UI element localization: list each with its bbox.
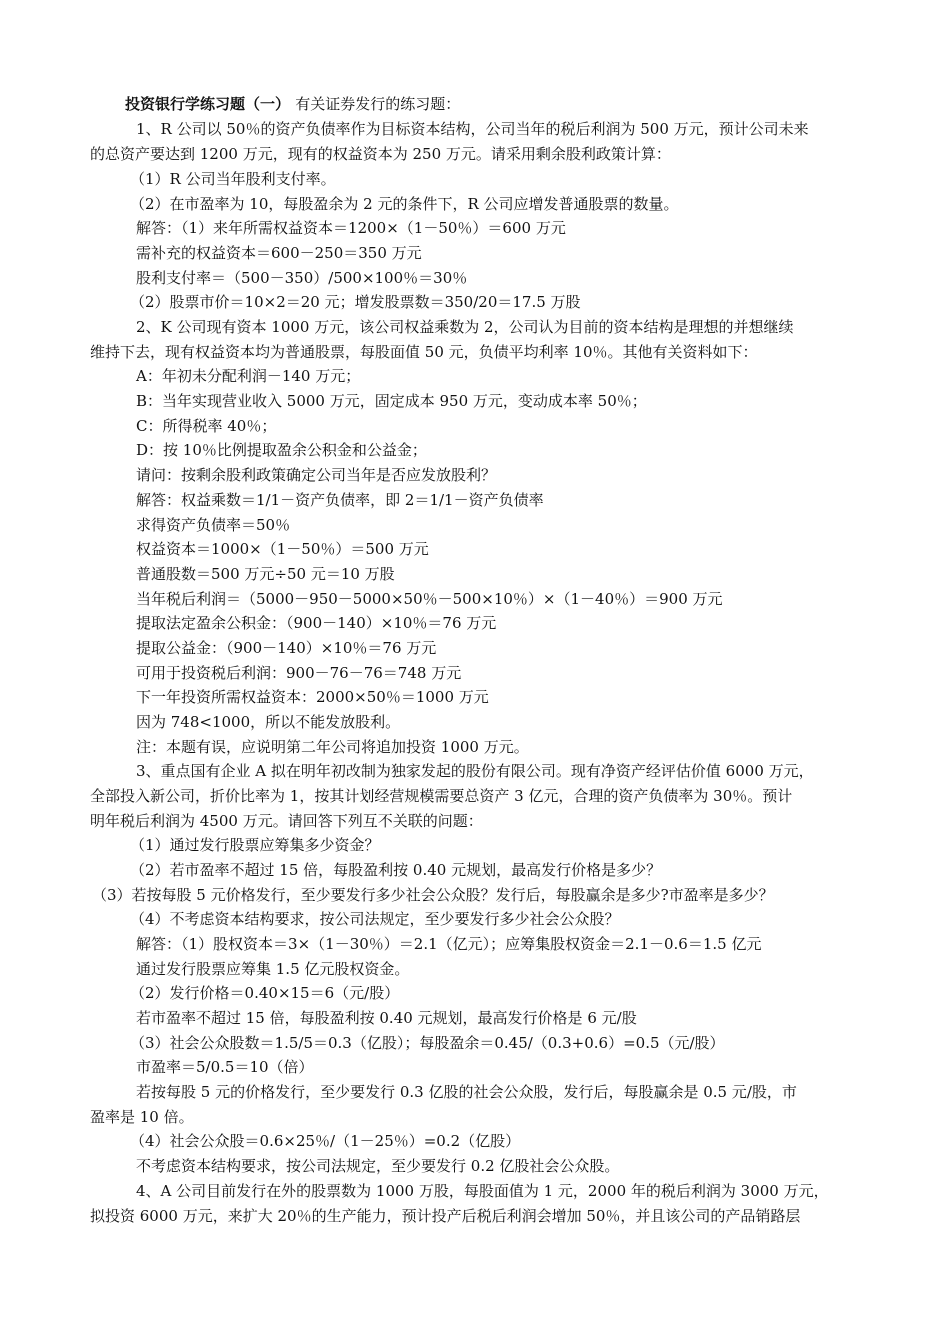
text-line: A：年初未分配利润－140 万元； — [136, 367, 361, 385]
text-line: 解答：（1）来年所需权益资本＝1200×（1－50％）＝600 万元 — [136, 219, 566, 237]
text-line: 盈率是 10 倍。 — [90, 1108, 194, 1126]
text-line: 可用于投资税后利润：900－76－76＝748 万元 — [136, 664, 462, 682]
text-line: 请问：按剩余股利政策确定公司当年是否应发放股利？ — [136, 466, 497, 484]
document-title-line — [125, 92, 460, 116]
text-line: 2、K 公司现有资本 1000 万元，该公司权益乘数为 2，公司认为目前的资本结构是理想的并想继续 — [136, 318, 794, 336]
text-line: 普通股数＝500 万元÷50 元＝10 万股 — [136, 565, 395, 583]
text-line: 拟投资 6000 万元，来扩大 20％的生产能力，预计投产后税后利润会增加 50％，并且该公司的产品销路层 — [90, 1207, 801, 1225]
text-line: D：按 10％比例提取盈余公积金和公益金； — [136, 441, 427, 459]
text-line: 全部投入新公司，折价比率为 1，按其计划经营规模需要总资产 3 亿元，合理的资产负债率为 30％。预计 — [90, 787, 793, 805]
text-line: （4）社会公众股＝0.6×25％/（1－25％）=0.2（亿股） — [130, 1132, 521, 1150]
text-line: 当年税后利润＝（5000－950－5000×50％－500×10％）×（1－40％）＝900 万元 — [136, 590, 723, 608]
text-line: 求得资产负债率＝50％ — [136, 516, 291, 534]
text-line: 3、重点国有企业 A 拟在明年初改制为独家发起的股份有限公司。现有净资产经评估价值 6000 万元， — [136, 762, 814, 780]
text-line: 注：本题有误，应说明第二年公司将追加投资 1000 万元。 — [136, 738, 529, 756]
text-line: 解答：（1）股权资本＝3×（1－30％）＝2.1（亿元）；应筹集股权资金＝2.1－0.6＝1.5 亿元 — [136, 935, 762, 953]
text-line: 解答：权益乘数＝1/1－资产负债率，即 2＝1/1－资产负债率 — [136, 491, 544, 509]
text-line: 若按每股 5 元的价格发行，至少要发行 0.3 亿股的社会公众股，发行后，每股赢余是 0.5 元/股，市 — [136, 1083, 797, 1101]
text-line: 需补充的权益资本＝600－250＝350 万元 — [136, 244, 422, 262]
text-line: （2）若市盈率不超过 15 倍，每股盈利按 0.40 元规划，最高发行价格是多少？ — [130, 861, 662, 879]
text-line: 下一年投资所需权益资本：2000×50％＝1000 万元 — [136, 688, 489, 706]
text-line: 若市盈率不超过 15 倍，每股盈利按 0.40 元规划，最高发行价格是 6 元/股 — [136, 1009, 637, 1027]
text-line: 明年税后利润为 4500 万元。请回答下列互不关联的问题： — [90, 812, 483, 830]
text-line: 市盈率＝5/0.5＝10（倍） — [136, 1058, 314, 1076]
text-line: （3）社会公众股数＝1.5/5＝0.3（亿股）；每股盈余＝0.45/（0.3+0.6）=0.5（元/股） — [130, 1034, 725, 1052]
text-line: 通过发行股票应筹集 1.5 亿元股权资金。 — [136, 960, 410, 978]
text-line: 因为 748<1000，所以不能发放股利。 — [136, 713, 401, 731]
text-line: 的总资产要达到 1200 万元，现有的权益资本为 250 万元。请采用剩余股利政策计算： — [90, 145, 671, 163]
text-line: 提取公益金：（900－140）×10％＝76 万元 — [136, 639, 437, 657]
text-line: （4）不考虑资本结构要求，按公司法规定，至少要发行多少社会公众股？ — [130, 910, 620, 928]
text-line: C：所得税率 40％； — [136, 417, 277, 435]
text-line: （3）若按每股 5 元价格发行，至少要发行多少社会公众股？发行后，每股赢余是多少?市盈率是多少？ — [92, 886, 774, 904]
text-line: 4、A 公司目前发行在外的股票数为 1000 万股，每股面值为 1 元，2000 年的税后利润为 3000 万元， — [136, 1182, 829, 1200]
document-subtitle: 有关证券发行的练习题： — [295, 95, 461, 113]
text-line: 不考虑资本结构要求，按公司法规定，至少要发行 0.2 亿股社会公众股。 — [136, 1157, 620, 1175]
text-line: 1、R 公司以 50％的资产负债率作为目标资本结构，公司当年的税后利润为 500 万元，预计公司未来 — [136, 120, 809, 138]
text-line: 提取法定盈余公积金：（900－140）×10％＝76 万元 — [136, 614, 497, 632]
text-line: 股利支付率＝（500－350）/500×100％＝30％ — [136, 269, 468, 287]
document-title: 投资银行学练习题（一） — [125, 95, 291, 113]
text-line: （2）发行价格＝0.40×15＝6（元/股） — [130, 984, 400, 1002]
text-line: （2）在市盈率为 10，每股盈余为 2 元的条件下，R 公司应增发普通股票的数量。 — [130, 195, 679, 213]
text-line: （2）股票市价＝10×2＝20 元；增发股票数＝350/20＝17.5 万股 — [130, 293, 581, 311]
text-line: 权益资本＝1000×（1－50％）＝500 万元 — [136, 540, 429, 558]
text-line: B：当年实现营业收入 5000 万元，固定成本 950 万元，变动成本率 50％； — [136, 392, 647, 410]
text-line: 维持下去，现有权益资本均为普通股票，每股面值 50 元，负债平均利率 10％。其他有关资料如下： — [90, 343, 758, 361]
text-line: （1）通过发行股票应筹集多少资金？ — [130, 836, 380, 854]
text-line: （1）R 公司当年股利支付率。 — [130, 170, 336, 188]
